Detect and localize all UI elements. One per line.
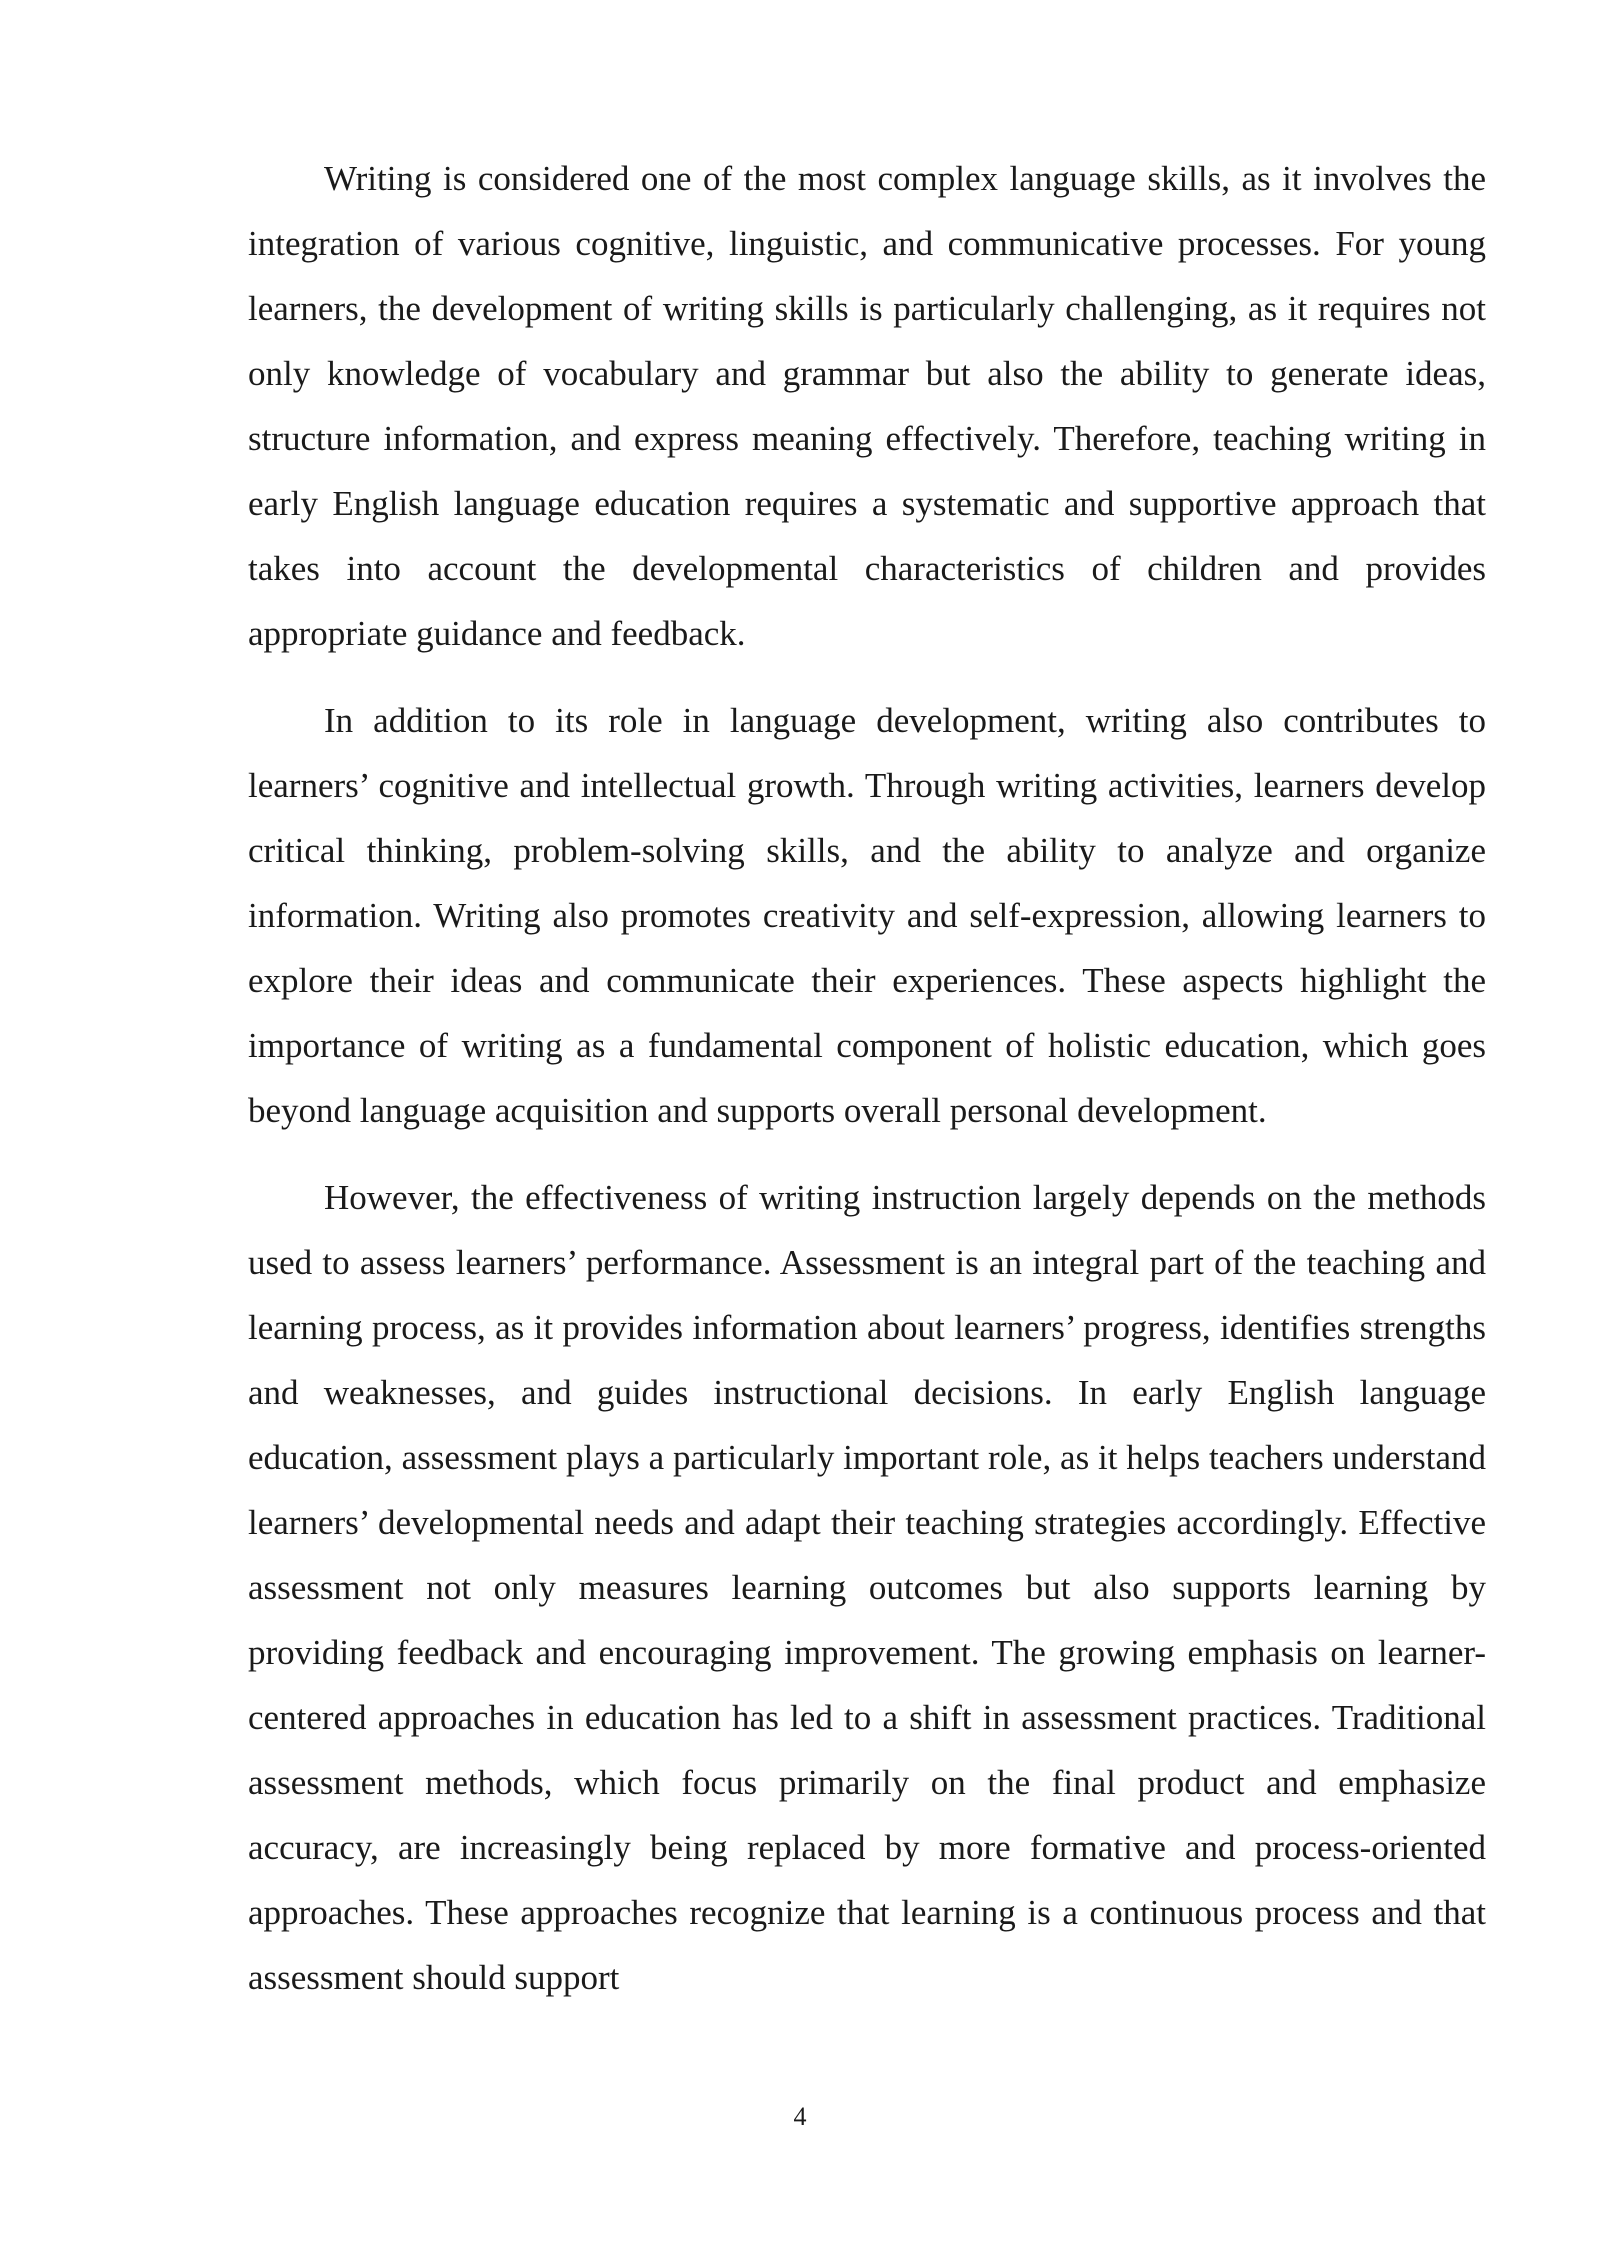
paragraph-1: Writing is considered one of the most complex language skills, as it involves the integration of various cognitive, linguistic, and communicative processes. For young learners, the development of writing skills is particularly challenging, as it requires not only knowledge of vocabulary and grammar but also the ability to generate ideas, structure information, and express meaning effectively. Therefore, teaching writing in early English language education requires a systematic and supportive approach that takes into account the developmental characteristics of children and provides appropriate guidance and feedback. <box>248 159 1486 653</box>
body-text <box>248 146 1486 2032</box>
page-number: 4 <box>793 2102 807 2131</box>
paragraph-3: However, the effectiveness of writing instruction largely depends on the methods used to assess learners’ performance. Assessment is an integral part of the teaching and learning process, as it provides information about learners’ progress, identifies strengths and weaknesses, and guides instructional decisions. In early English language education, assessment plays a particularly important role, as it helps teachers understand learners’ developmental needs and adapt their teaching strategies accordingly. Effective assessment not only measures learning outcomes but also supports learning by providing feedback and encouraging improvement. The growing emphasis on learner-centered approaches in education has led to a shift in assessment practices. Traditional assessment methods, which focus primarily on the final product and emphasize accuracy, are increasingly being replaced by more formative and process-oriented approaches. These approaches recognize that learning is a continuous process and that assessment should support <box>248 1178 1486 1997</box>
paragraph-2: In addition to its role in language development, writing also contributes to learners’ cognitive and intellectual growth. Through writing activities, learners develop critical thinking, problem-solving skills, and the ability to analyze and organize information. Writing also promotes creativity and self-expression, allowing learners to explore their ideas and communicate their experiences. These aspects highlight the importance of writing as a fundamental component of holistic education, which goes beyond language acquisition and supports overall personal development. <box>248 701 1486 1130</box>
